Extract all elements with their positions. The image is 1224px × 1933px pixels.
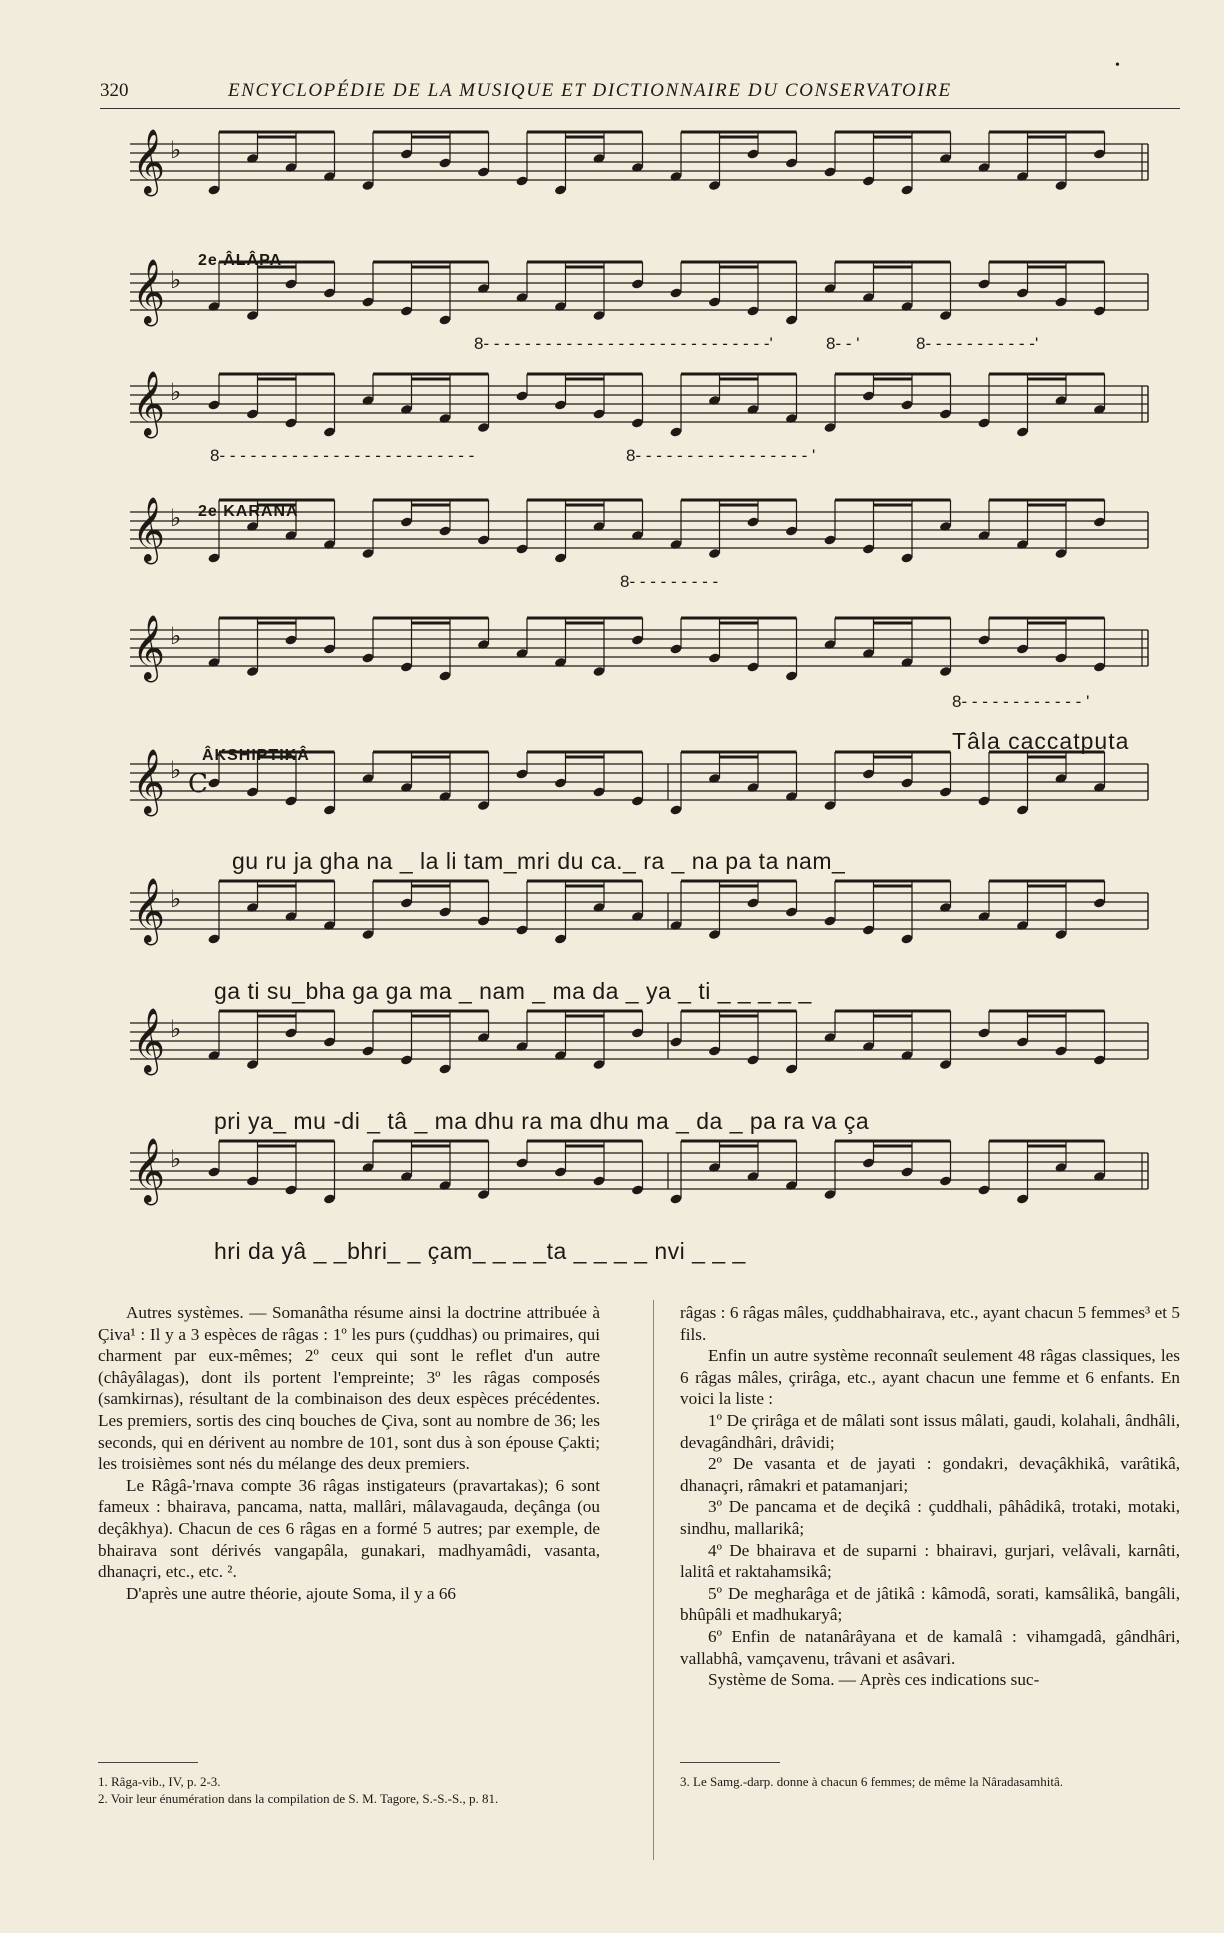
flat-icon: ♭	[170, 1145, 182, 1173]
footnote-rule	[98, 1762, 198, 1763]
octave-mark: 8- - - - - - - - -	[620, 572, 719, 591]
list-item: 1º De çrirâga et de mâlati sont issus mâlati, gaudi, kolahali, ândhâli, devagândhâri, drâvidi;	[680, 1410, 1180, 1452]
octave-mark: 8- - - - - - - - - - - - - - - - - - - - - - - - - - - -'	[474, 334, 773, 353]
treble-clef-icon: 𝄞	[132, 1008, 166, 1073]
karana-label: 2e KARANA	[198, 503, 299, 520]
page-number: 320	[100, 80, 129, 101]
flat-icon: ♭	[170, 885, 182, 913]
akshiptika-label: ÂKSHIPTIKÂ	[202, 747, 310, 764]
footnote: 3. Le Samg.-darp. donne à chacun 6 femmes; de même la Nâradasamhitâ.	[680, 1774, 1063, 1789]
paragraph: Après ces indications suc-	[856, 1670, 1040, 1690]
flat-icon: ♭	[170, 622, 182, 650]
treble-clef-icon: 𝄞	[132, 129, 166, 194]
lyric-line-3: pri ya_ mu -di _ tâ _ ma dhu ra ma dhu ma _ da _ pa ra va ça	[214, 1108, 870, 1134]
treble-clef-icon: 𝄞	[132, 749, 166, 814]
list-item: 4º De bhairava et de suparni : bhairavi, gurjari, velâvali, karnâti, lalitâ et raktahamsikâ;	[680, 1540, 1180, 1582]
paragraph: Enfin un autre système reconnaît seulement 48 râgas classiques, les 6 râgas mâles, çrirâga, etc., ayant chacun une femme et 6 enfants. En voici la liste :	[680, 1346, 1180, 1409]
section-heading-autres: Autres systèmes. —	[126, 1303, 267, 1322]
list-item: 3º De pancama et de deçikâ : çuddhali, pâhâdikâ, trotaki, motaki, sindhu, mallarikâ;	[680, 1497, 1180, 1538]
octave-mark: 8- - - - - - - - - - - - '	[952, 692, 1090, 711]
section-heading-soma: Système de Soma. —	[708, 1670, 856, 1690]
paragraph: Le Râgâ-'rnava compte 36 râgas instigateurs (pravartakas); 6 sont fameux : bhairava, pancama, natta, mallâri, mâlavagauda, deçânga (ou deçâkhya). Chacun de ces 6 râgas en a formé 5 autres; par exemple, de bhairava sont dérivés vangapâla, gunakari, madhyamâdi, vasanta, dhanaçri, etc., etc. ².	[98, 1475, 600, 1582]
treble-clef-icon: 𝄞	[132, 259, 166, 324]
list-item: 2º De vasanta et de jayati : gondakri, devaçâkhikâ, varâtikâ, dhanaçri, râmakri et patamanjari;	[680, 1454, 1180, 1495]
flat-icon: ♭	[170, 756, 182, 784]
paragraph: D'après une autre théorie, ajoute Soma, il y a 66	[126, 1583, 457, 1603]
octave-mark: 8- - - - - - - - - - - - - - - - - '	[626, 446, 816, 465]
flat-icon: ♭	[170, 266, 182, 294]
flat-icon: ♭	[170, 136, 182, 164]
treble-clef-icon: 𝄞	[132, 615, 166, 680]
octave-mark: 8- - '	[826, 334, 860, 353]
treble-clef-icon: 𝄞	[132, 371, 166, 436]
octave-mark: 8- - - - - - - - - - -'	[916, 334, 1039, 353]
right-column	[680, 1302, 1180, 1691]
treble-clef-icon: 𝄞	[132, 1138, 166, 1203]
octave-mark: 8- - - - - - - - - - - - - - - - - - - - - - - - -	[210, 446, 475, 465]
paragraph: Somanâtha résume ainsi la doctrine attribuée à Çiva¹ : Il y a 3 espèces de râgas : 1º les purs (çuddhas) ou primaires, qui charment par eux-mêmes; 2º ceux qui sont le reflet d'un autre (châyâlagas), dont ils portent l'empreinte; 3º les râgas composés (samkirnas), résultant de la combinaison des deux espèces précédentes. Les premiers, sortis des cinq bouches de Çiva, sont au nombre de 36; les seconds, qui en dérivent au nombre de 101, sont dus à son épouse Çakti; les troisièmes sont nés du mélange des deux premiers.	[98, 1303, 600, 1474]
tala-label: Tâla caccatputa	[952, 728, 1130, 754]
flat-icon: ♭	[170, 378, 182, 406]
common-time-icon: C	[188, 769, 208, 799]
running-title: ENCYCLOPÉDIE DE LA MUSIQUE ET DICTIONNAIRE DU CONSERVATOIRE	[228, 80, 952, 101]
column-divider	[653, 1300, 654, 1860]
footnote: 2. Voir leur énumération dans la compilation de S. M. Tagore, S.-S.-S., p. 81.	[98, 1791, 499, 1806]
footnotes-left	[98, 1773, 638, 1807]
paragraph: râgas : 6 râgas mâles, çuddhabhairava, etc., ayant chacun 5 femmes³ et 5 fils.	[680, 1303, 1180, 1344]
footnote-rule	[680, 1762, 780, 1763]
alapa-label: 2e ÂLÂPA	[198, 252, 283, 269]
left-column	[98, 1302, 600, 1604]
footnote: 1. Râga-vib., IV, p. 2-3.	[98, 1774, 221, 1789]
list-item: 5º De megharâga et de jâtikâ : kâmodâ, sorati, kamsâlikâ, bangâli, bhûpâli et madhukaryâ;	[680, 1583, 1180, 1625]
corner-mark: •	[1115, 58, 1120, 73]
treble-clef-icon: 𝄞	[132, 497, 166, 562]
footnotes-right	[680, 1773, 1180, 1790]
lyric-line-4: hri da yâ _ _bhri_ _ çam_ _ _ _ta _ _ _ _ nvi _ _ _	[214, 1238, 746, 1264]
list-item: 6º Enfin de natanârâyana et de kamalâ : vihamgadâ, gândhâri, vallabhâ, vamçavenu, trâvani et asâvari.	[680, 1626, 1180, 1668]
lyric-line-1: gu ru ja gha na _ la li tam_mri du ca._ ra _ na pa ta nam_	[232, 848, 846, 874]
flat-icon: ♭	[170, 504, 182, 532]
treble-clef-icon: 𝄞	[132, 878, 166, 943]
flat-icon: ♭	[170, 1015, 182, 1043]
lyric-line-2: ga ti su_bha ga ga ma _ nam _ ma da _ ya _ ti _ _ _ _ _	[214, 978, 812, 1004]
